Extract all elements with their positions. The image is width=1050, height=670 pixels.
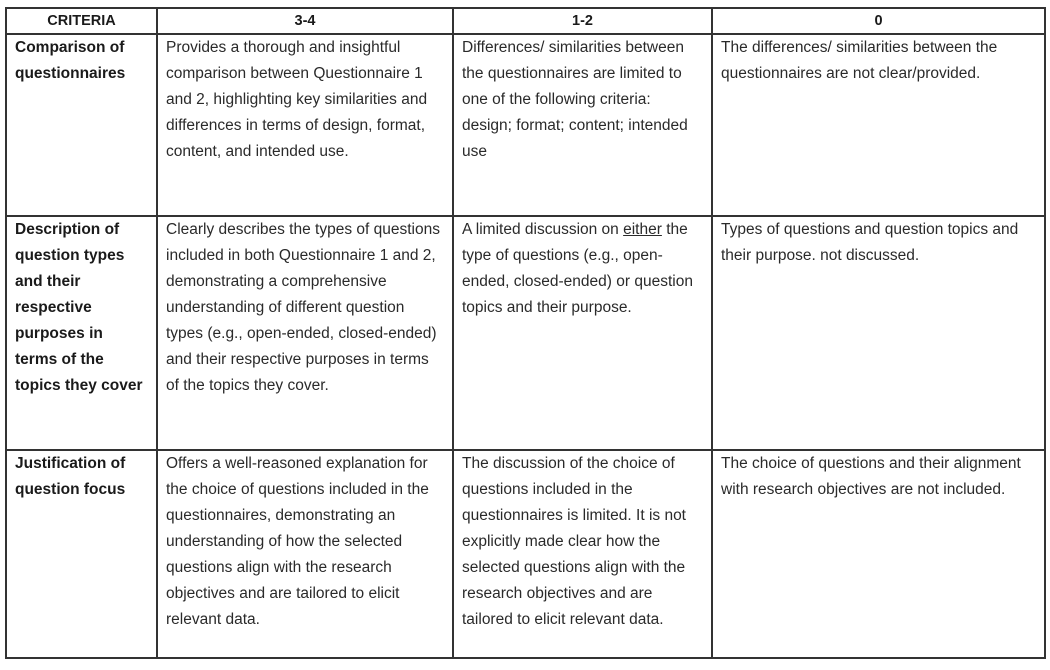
criteria-cell: Description of question types and their respective purposes in terms of the topics they cover — [6, 216, 157, 450]
header-score-1-2: 1-2 — [453, 8, 712, 34]
score-1-2-cell: The discussion of the choice of questions included in the questionnaires is limited. It is not explicitly made clear how the selected questions align with the research objectives and are tailored to elicit relevant data. — [453, 450, 712, 658]
score-3-4-cell: Provides a thorough and insightful comparison between Questionnaire 1 and 2, highlighting key similarities and differences in terms of design, format, content, and intended use. — [157, 34, 453, 216]
emphasis-text: either — [623, 221, 662, 238]
score-3-4-cell: Clearly describes the types of questions included in both Questionnaire 1 and 2, demonstrating a comprehensive understanding of different question types (e.g., open-ended, closed-ended) and their respective purposes in terms of the topics they cover. — [157, 216, 453, 450]
table-row — [6, 216, 1045, 450]
score-1-2-cell — [453, 216, 712, 450]
header-criteria: CRITERIA — [6, 8, 157, 34]
criteria-cell: Comparison of questionnaires — [6, 34, 157, 216]
header-score-0: 0 — [712, 8, 1045, 34]
table-row — [6, 450, 1045, 658]
header-row — [6, 8, 1045, 34]
score-3-4-cell: Offers a well-reasoned explanation for the choice of questions included in the questionnaires, demonstrating an understanding of how the selected questions align with the research objectives and are tailored to elicit relevant data. — [157, 450, 453, 658]
score-0-cell: Types of questions and question topics and their purpose. not discussed. — [712, 216, 1045, 450]
score-0-cell: The choice of questions and their alignment with research objectives are not included. — [712, 450, 1045, 658]
rubric-table — [5, 7, 1046, 659]
cell-text: the type of questions (e.g., open-ended, closed-ended) or question topics and their purpose. — [462, 221, 693, 316]
score-0-cell: The differences/ similarities between the questionnaires are not clear/provided. — [712, 34, 1045, 216]
score-1-2-cell: Differences/ similarities between the questionnaires are limited to one of the following criteria: design; format; content; intended use — [453, 34, 712, 216]
criteria-cell: Justification of question focus — [6, 450, 157, 658]
header-score-3-4: 3-4 — [157, 8, 453, 34]
cell-text: A limited discussion on — [462, 221, 624, 238]
table-row — [6, 34, 1045, 216]
